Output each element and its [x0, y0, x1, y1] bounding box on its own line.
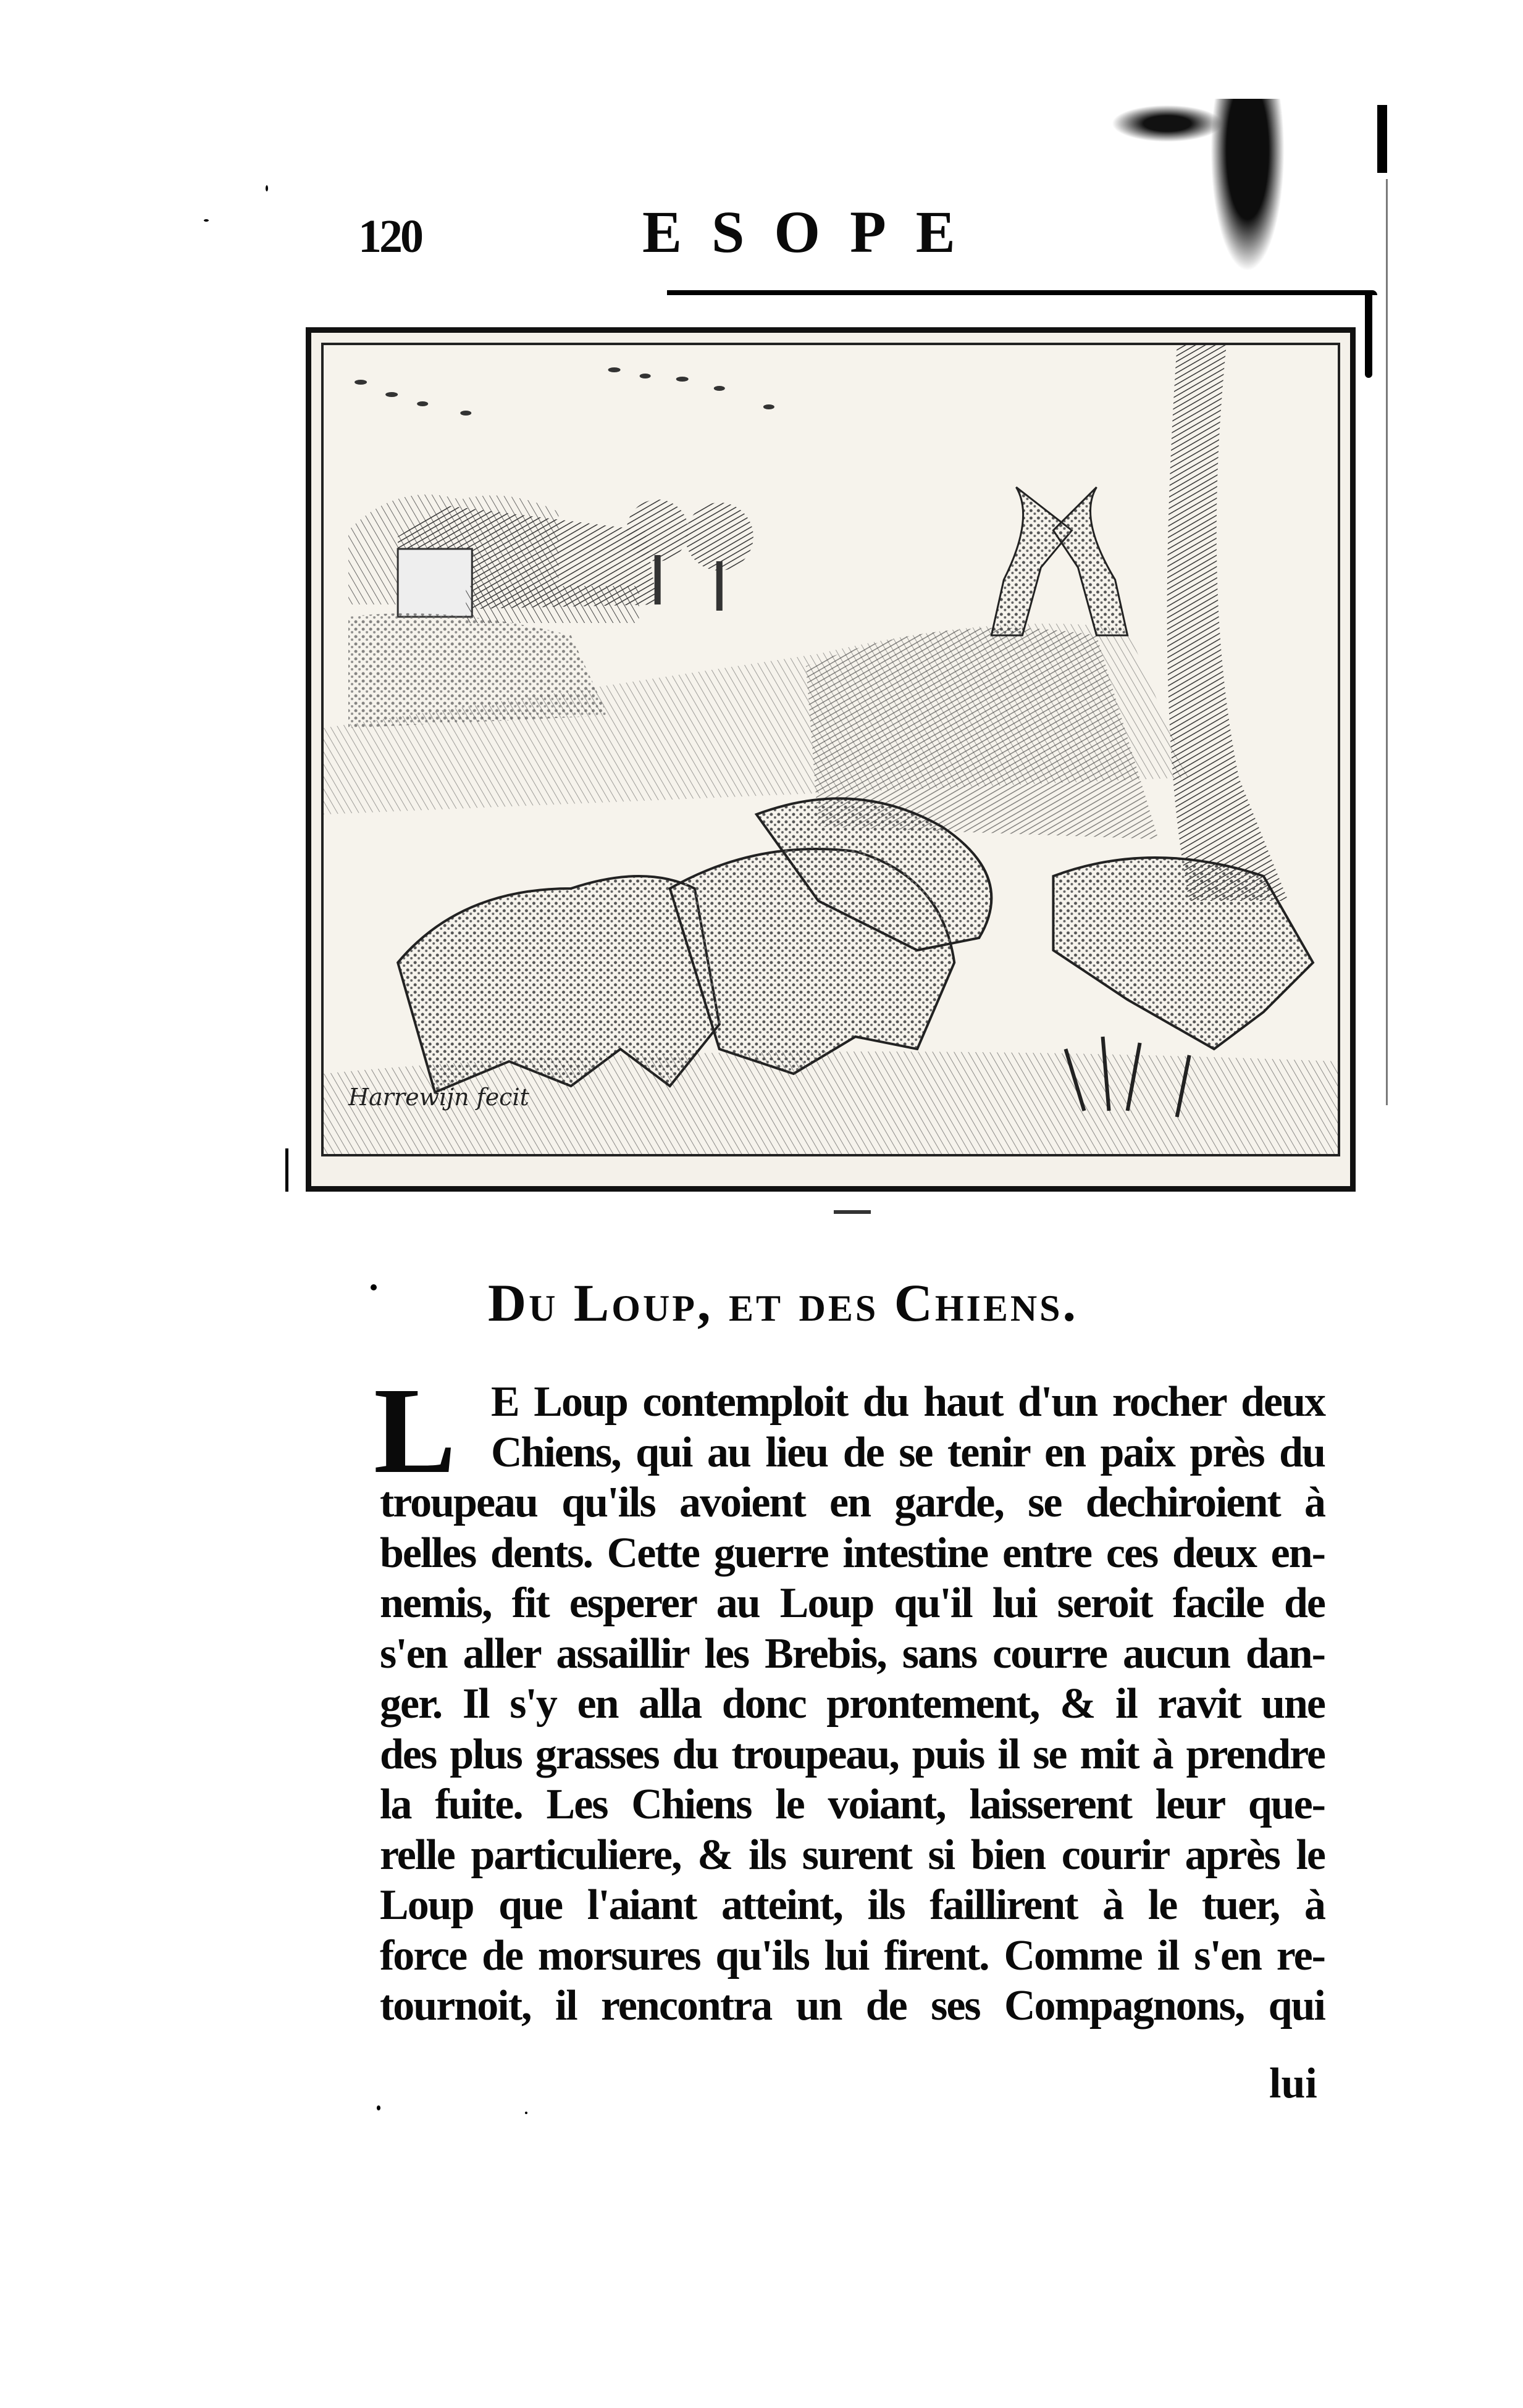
bleed-through-rule: [1365, 291, 1372, 378]
text-line: force de morsures qu'ils lui firent. Comme il s'en re-: [380, 1931, 1325, 1979]
page-header: [358, 185, 1285, 278]
text-line: Loup que l'aiant atteint, ils faillirent à le tuer, à: [380, 1881, 1325, 1929]
margin-speck: [525, 2112, 527, 2114]
text-line: E Loup contemploit du haut d'un rocher deux: [491, 1378, 1325, 1426]
engraving-scene: [321, 343, 1340, 1156]
text-line: nemis, fit esperer au Loup qu'il lui seroit facile de: [380, 1579, 1325, 1627]
catchword: lui: [1269, 2060, 1317, 2107]
margin-mark: [285, 1148, 288, 1192]
fable-title: Du Loup, et des Chiens.: [488, 1273, 1079, 1332]
page-number: 120: [358, 211, 421, 262]
engraving-drawing: [324, 345, 1338, 1154]
text-line: tournoit, il rencontra un de ses Compagnons, qui: [380, 1982, 1325, 2030]
engraving-illustration: [306, 327, 1356, 1192]
running-head: ESOPE: [642, 199, 985, 265]
text-line: troupeau qu'ils avoient en garde, se dechiroient à: [380, 1479, 1325, 1526]
drop-cap: L: [374, 1363, 456, 1499]
text-line: la fuite. Les Chiens le voiant, laisserent leur que-: [380, 1781, 1325, 1828]
page-edge-line: [1386, 179, 1388, 1105]
margin-speck: [377, 2105, 380, 2110]
bleed-through-rule: [667, 290, 1377, 295]
margin-speck: [204, 219, 209, 222]
margin-speck: [371, 1284, 377, 1290]
fable-body: [374, 1363, 1325, 2031]
text-line: s'en aller assaillir les Brebis, sans courre aucun dan-: [380, 1629, 1325, 1678]
margin-speck: [266, 185, 268, 191]
text-line: belles dents. Cette guerre intestine entre ces deux en-: [380, 1529, 1325, 1577]
ink-blot-stain: [1112, 105, 1223, 142]
printer-mark: [834, 1210, 871, 1214]
text-line: ger. Il s'y en alla donc prontement, & il ravit une: [380, 1680, 1325, 1728]
text-line: relle particuliere, & ils surent si bien courir après le: [380, 1831, 1325, 1879]
page-edge-mark: [1377, 105, 1387, 173]
text-line: des plus grasses du troupeau, puis il se mit à prendre: [380, 1730, 1325, 1778]
engraver-signature: Harrewijn fecit: [348, 1084, 529, 1111]
text-line: Chiens, qui au lieu de se tenir en paix près du: [491, 1428, 1325, 1476]
